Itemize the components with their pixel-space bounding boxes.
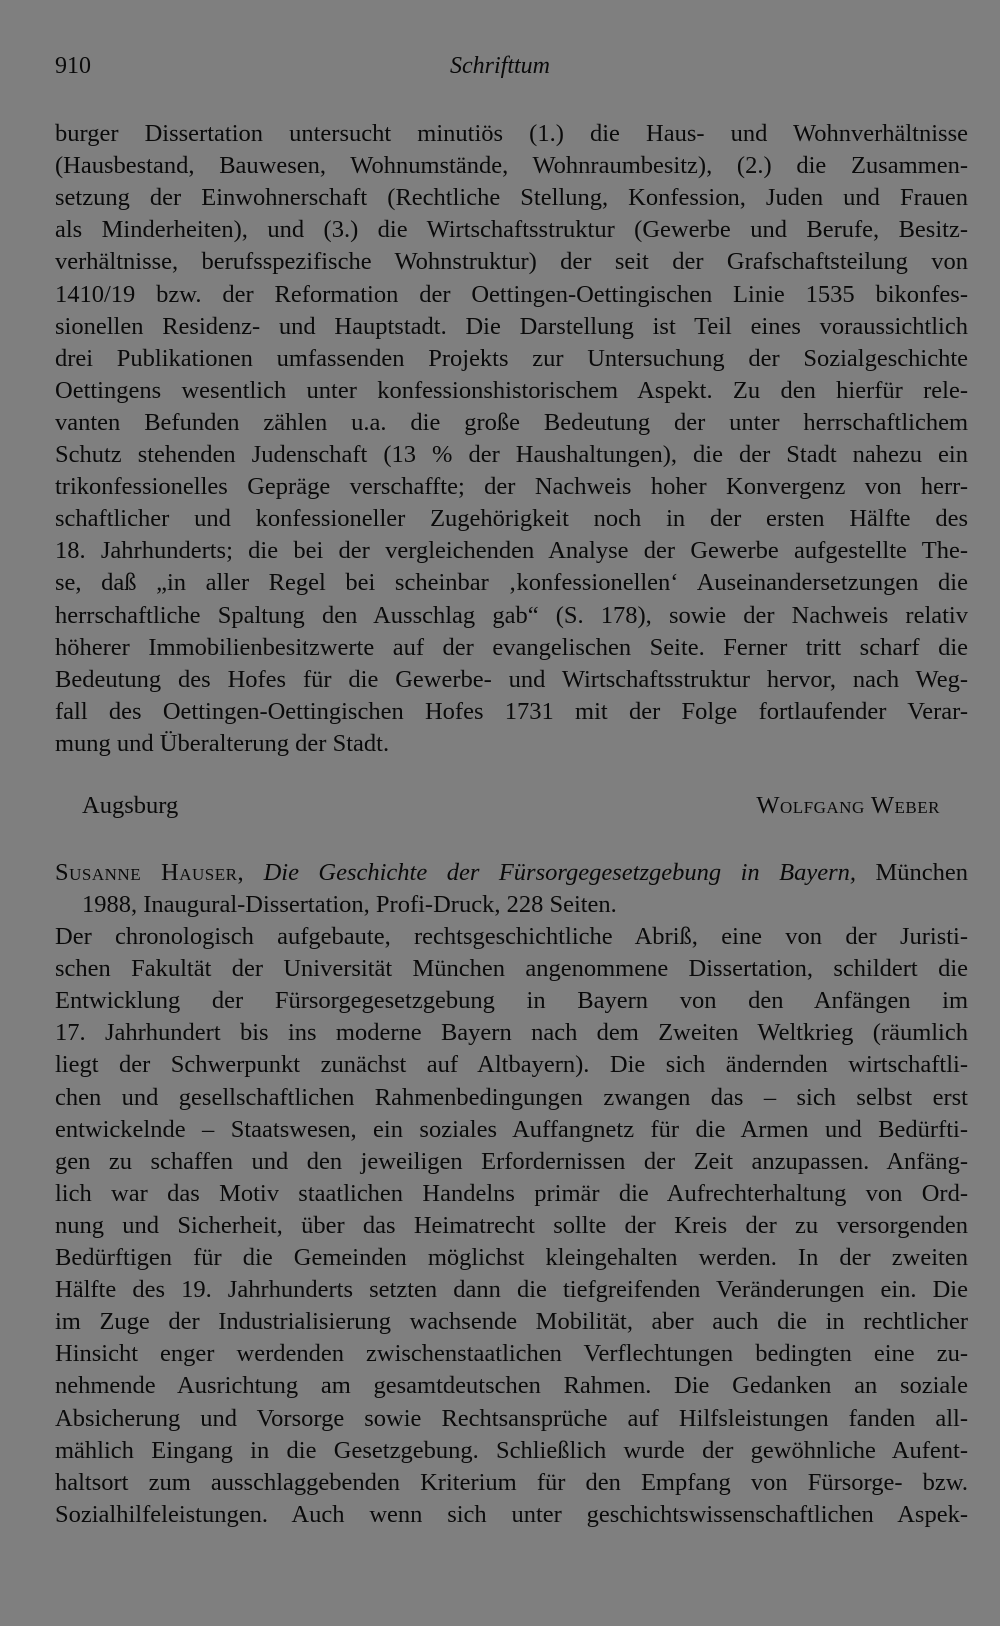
- text-line: schen Fakultät der Universität München angenommene Dissertation, schildert die: [55, 955, 968, 983]
- text-line: (Hausbestand, Bauwesen, Wohnumstände, Wohnraumbesitz), (2.) die Zusammen-: [55, 152, 968, 180]
- text-line: 17. Jahrhundert bis ins moderne Bayern nach dem Zweiten Weltkrieg (räumlich: [55, 1019, 968, 1047]
- text-line: im Zuge der Industrialisierung wachsende Mobilität, aber auch die in rechtlicher: [55, 1308, 968, 1336]
- review-2-author: Susanne Hauser,: [55, 859, 245, 886]
- text-line: Bedeutung des Hofes für die Gewerbe- und Wirtschaftsstruktur hervor, nach Weg-: [55, 665, 968, 693]
- text-line: mung und Überalterung der Stadt.: [55, 729, 390, 757]
- running-title: Schrifttum: [450, 53, 550, 79]
- text-line: Der chronologisch aufgebaute, rechtsgeschichtliche Abriß, eine von der Juristi-: [55, 923, 968, 950]
- text-line: Sozialhilfeleistungen. Auch wenn sich unter geschichtswissenschaftlichen Aspek-: [55, 1500, 968, 1528]
- review-2-citation-details: 1988, Inaugural-Dissertation, Profi-Druck, 228 Seiten.: [82, 891, 617, 918]
- text-line: als Minderheiten), und (3.) die Wirtschaftsstruktur (Gewerbe und Berufe, Besitz-: [55, 216, 968, 244]
- text-line: Hinsicht enger werdenden zwischenstaatlichen Verflechtungen bedingten eine zu-: [55, 1340, 968, 1368]
- text-line: haltsort zum ausschlaggebenden Kriterium für den Empfang von Fürsorge- bzw.: [55, 1468, 968, 1496]
- text-line: mählich Eingang in die Gesetzgebung. Schließlich wurde der gewöhnliche Aufent-: [55, 1436, 968, 1464]
- review-1-reviewer: Wolfgang Weber: [756, 792, 940, 819]
- text-line: 18. Jahrhunderts; die bei der vergleichenden Analyse der Gewerbe aufgestellte The-: [55, 537, 968, 565]
- text-line: Bedürftigen für die Gemeinden möglichst kleingehalten werden. In der zweiten: [55, 1244, 968, 1271]
- text-line: trikonfessionelles Gepräge verschaffte; der Nachweis hoher Konvergenz von herr-: [55, 473, 968, 501]
- text-line: lich war das Motiv staatlichen Handelns primär die Aufrechterhaltung von Ord-: [55, 1179, 968, 1207]
- text-line: Absicherung und Vorsorge sowie Rechtsansprüche auf Hilfsleistungen fanden all-: [55, 1404, 968, 1432]
- text-line: sionellen Residenz- und Hauptstadt. Die Darstellung ist Teil eines voraussichtlich: [55, 312, 968, 340]
- text-line: gen zu schaffen und den jeweiligen Erfordernissen der Zeit anzupassen. Anfäng-: [55, 1147, 968, 1175]
- review-2-citation-place: München: [855, 859, 968, 886]
- text-line: chen und gesellschaftlichen Rahmenbedingungen zwangen das – sich selbst erst: [55, 1083, 968, 1111]
- text-line: nung und Sicherheit, über das Heimatrecht sollte der Kreis der zu versorgenden: [55, 1211, 968, 1239]
- text-line: nehmende Ausrichtung am gesamtdeutschen Rahmen. Die Gedanken an soziale: [55, 1372, 968, 1400]
- text-line: entwickelnde – Staatswesen, ein soziales Auffangnetz für die Armen und Bedürfti-: [55, 1115, 968, 1143]
- review-2-citation: [55, 857, 968, 889]
- text-line: Entwicklung der Fürsorgegesetzgebung in Bayern von den Anfängen im: [55, 987, 968, 1015]
- text-line: drei Publikationen umfassenden Projekts zur Untersuchung der Sozialgeschichte: [55, 344, 968, 372]
- text-line: vanten Befunden zählen u.a. die große Bedeutung der unter herrschaftlichem: [55, 408, 968, 436]
- page-number: 910: [55, 53, 91, 79]
- review-2-book-title: Die Geschichte der Fürsorgegesetzgebung in Bayern,: [263, 859, 856, 886]
- text-line: Oettingens wesentlich unter konfessionshistorischem Aspekt. Zu den hierfür rele-: [55, 376, 968, 404]
- text-line: burger Dissertation untersucht minutiös (1.) die Haus- und Wohnverhältnisse: [55, 120, 968, 147]
- text-line: Hälfte des 19. Jahrhunderts setzten dann die tiefgreifenden Veränderungen ein. Die: [55, 1276, 968, 1304]
- text-line: Schutz stehenden Judenschaft (13 % der Haushaltungen), die der Stadt nahezu ein: [55, 441, 968, 468]
- text-line: se, daß „in aller Regel bei scheinbar ‚konfessionellen‘ Auseinandersetzungen die: [55, 569, 968, 597]
- text-line: 1410/19 bzw. der Reformation der Oettingen-Oettingischen Linie 1535 bikonfes-: [55, 280, 968, 308]
- text-line: herrschaftliche Spaltung den Ausschlag gab“ (S. 178), sowie der Nachweis relativ: [55, 601, 968, 629]
- review-1-place: Augsburg: [82, 792, 179, 819]
- text-line: schaftlicher und konfessioneller Zugehörigkeit noch in der ersten Hälfte des: [55, 505, 968, 533]
- text-line: liegt der Schwerpunkt zunächst auf Altbayern). Die sich ändernden wirtschaftli-: [55, 1051, 968, 1079]
- text-line: fall des Oettingen-Oettingischen Hofes 1731 mit der Folge fortlaufender Verar-: [55, 697, 968, 725]
- text-line: setzung der Einwohnerschaft (Rechtliche Stellung, Konfession, Juden und Frauen: [55, 184, 968, 212]
- text-line: verhältnisse, berufsspezifische Wohnstruktur) der seit der Grafschaftsteilung von: [55, 248, 968, 276]
- text-line: höherer Immobilienbesitzwerte auf der evangelischen Seite. Ferner tritt scharf die: [55, 633, 968, 661]
